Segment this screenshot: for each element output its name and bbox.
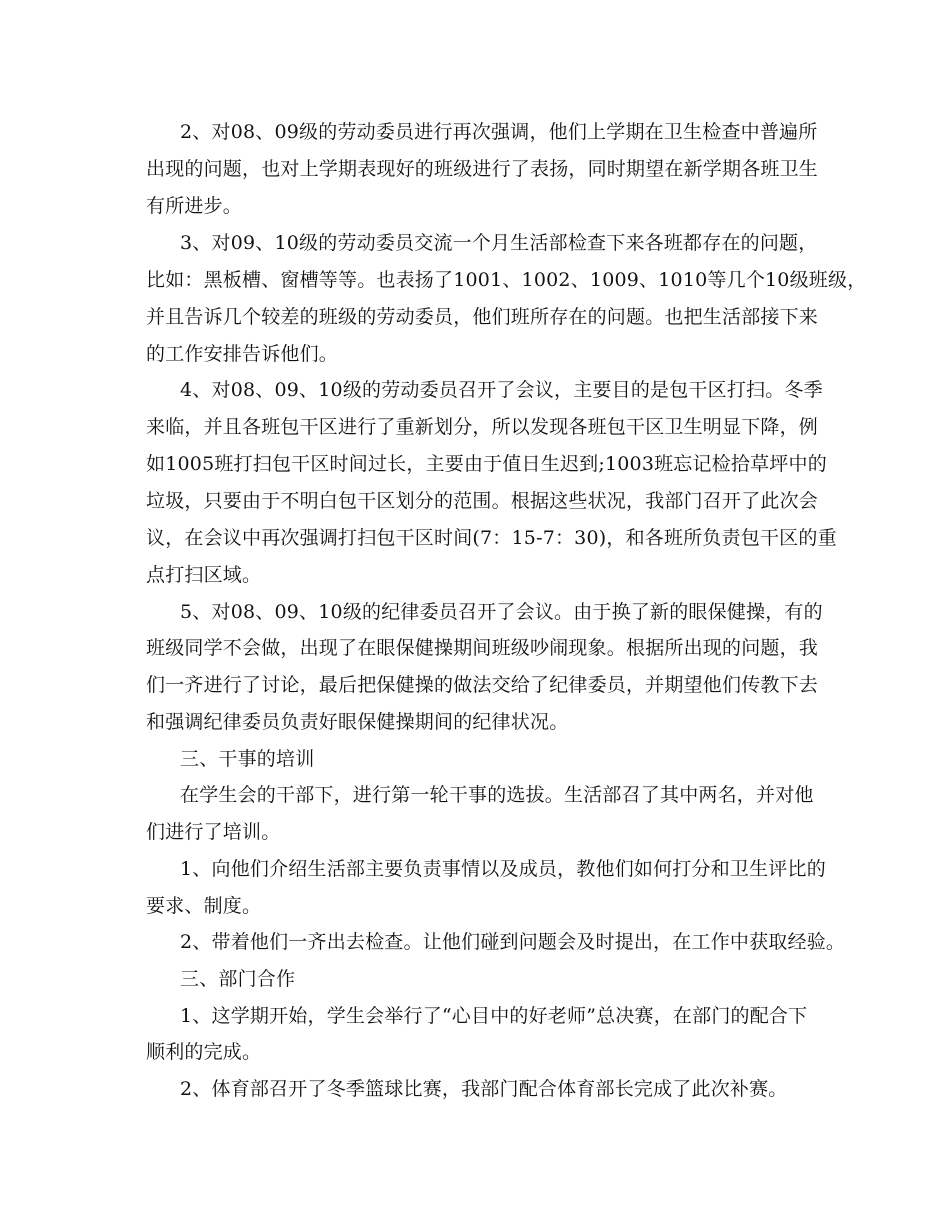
text-line: 点打扫区域。 <box>146 564 262 586</box>
text-line: 1、这学期开始，学生会举行了“心目中的好老师”总决赛，在部门的配合下 <box>180 1005 808 1027</box>
text-line: 垃圾，只要由于不明白包干区划分的范围。根据这些状况，我部门召开了此次会 <box>146 490 819 512</box>
section-heading: 三、干事的培训 <box>180 748 315 770</box>
text-line: 要求、制度。 <box>146 895 262 917</box>
text-line: 来临，并且各班包干区进行了重新划分，所以发现各班包干区卫生明显下降，例 <box>146 416 819 438</box>
text-line: 议，在会议中再次强调打扫包干区时间(7：15-7：30)，和各班所负责包干区的重 <box>146 527 837 549</box>
text-line: 3、对09、10级的劳动委员交流一个月生活部检查下来各班都存在的问题， <box>180 232 818 254</box>
text-line: 并且告诉几个较差的班级的劳动委员，他们班所存在的问题。也把生活部接下来 <box>146 306 819 328</box>
text-line: 们进行了培训。 <box>146 821 281 843</box>
section-heading: 三、部门合作 <box>180 968 296 990</box>
text-line: 有所进步。 <box>146 195 243 217</box>
text-line: 班级同学不会做，出现了在眼保健操期间班级吵闹现象。根据所出现的问题，我 <box>146 637 819 659</box>
text-line: 2、对08、09级的劳动委员进行再次强调，他们上学期在卫生检查中普遍所 <box>180 121 818 143</box>
text-line: 比如：黑板槽、窗槽等等。也表扬了1001、1002、1009、1010等几个10级班级， <box>146 269 867 291</box>
text-line: 和强调纪律委员负责好眼保健操期间的纪律状况。 <box>146 711 569 733</box>
text-line: 出现的问题，也对上学期表现好的班级进行了表扬，同时期望在新学期各班卫生 <box>146 158 819 180</box>
text-line: 2、带着他们一齐出去检查。让他们碰到问题会及时提出，在工作中获取经验。 <box>180 931 846 953</box>
text-line: 们一齐进行了讨论，最后把保健操的做法交给了纪律委员，并期望他们传教下去 <box>146 674 819 696</box>
text-line: 的工作安排告诉他们。 <box>146 343 339 365</box>
text-line: 如1005班打扫包干区时间过长，主要由于值日生迟到;1003班忘记检拾草坪中的 <box>146 453 827 475</box>
text-line: 2、体育部召开了冬季篮球比赛，我部门配合体育部长完成了此次补赛。 <box>180 1078 788 1100</box>
text-line: 5、对08、09、10级的纪律委员召开了会议。由于换了新的眼保健操，有的 <box>180 601 823 623</box>
text-line: 顺利的完成。 <box>146 1041 262 1063</box>
text-line: 1、向他们介绍生活部主要负责事情以及成员，教他们如何打分和卫生评比的 <box>180 858 826 880</box>
text-line: 在学生会的干部下，进行第一轮干事的选拔。生活部召了其中两名，并对他 <box>180 784 814 806</box>
text-line: 4、对08、09、10级的劳动委员召开了会议，主要目的是包干区打扫。冬季 <box>180 379 823 401</box>
